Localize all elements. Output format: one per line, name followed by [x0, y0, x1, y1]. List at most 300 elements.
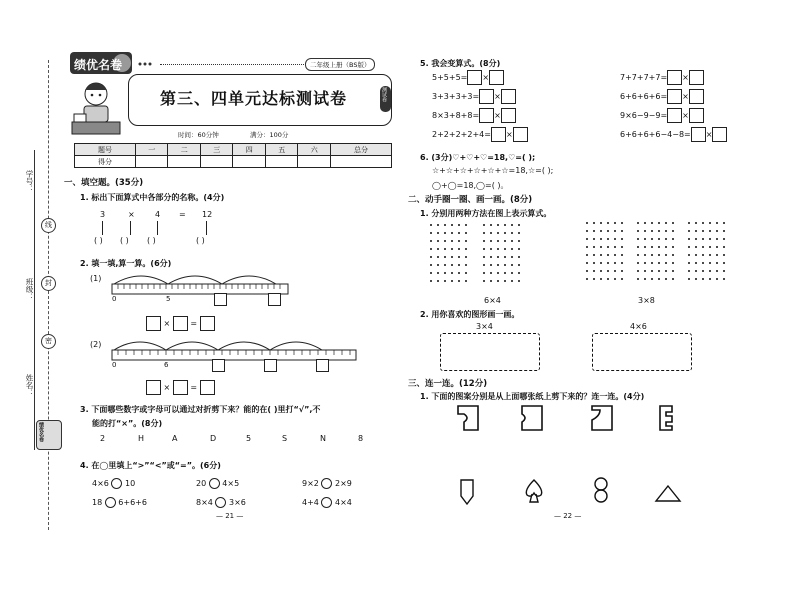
- s1-q1-expression: [94, 210, 298, 250]
- answer-box[interactable]: [667, 89, 682, 104]
- grid-dot: [716, 262, 718, 264]
- grid-dot: [593, 238, 595, 240]
- grid-dot: [600, 270, 602, 272]
- expr-token: 12: [202, 210, 213, 219]
- grid-dot: [483, 272, 485, 274]
- cut-paper-icon-1: [456, 404, 480, 432]
- grid-dot: [695, 222, 697, 224]
- grid-dot: [437, 280, 439, 282]
- pointer-line: [157, 221, 158, 235]
- score-table-row: [75, 156, 392, 168]
- grid-dot: [483, 240, 485, 242]
- full-score-text: 满分：100分: [250, 131, 289, 139]
- fold-char: 8: [358, 434, 364, 443]
- grid-dot: [723, 270, 725, 272]
- seal-mark-mi: 密: [41, 334, 56, 349]
- grid-dot: [695, 230, 697, 232]
- grid-dot: [607, 238, 609, 240]
- grid-dot: [716, 238, 718, 240]
- grid-dot: [658, 222, 660, 224]
- grid-dot: [451, 272, 453, 274]
- grid-dot: [695, 278, 697, 280]
- q5-row: 3+3+3+3= ×: [432, 89, 592, 108]
- grid-dot: [504, 256, 506, 258]
- grid-dot: [621, 270, 623, 272]
- answer-box[interactable]: [689, 89, 704, 104]
- draw-area-1[interactable]: [440, 333, 540, 371]
- name-blank[interactable]: ( ): [147, 236, 156, 245]
- grid-dot: [665, 238, 667, 240]
- grid-dot: [658, 278, 660, 280]
- grid-dot: [465, 280, 467, 282]
- answer-box[interactable]: [146, 380, 161, 395]
- grid-dot: [430, 248, 432, 250]
- grid-dot: [716, 278, 718, 280]
- grid-dot: [723, 230, 725, 232]
- fold-char: N: [320, 434, 326, 443]
- grid-dot: [497, 264, 499, 266]
- expr-token: ×: [128, 210, 135, 219]
- grid-dot: [651, 222, 653, 224]
- grid-dot: [607, 278, 609, 280]
- grid-dot: [723, 278, 725, 280]
- q6-line1: 6. (3分)♡+♡+♡=18,♡=( );: [420, 153, 536, 162]
- pencil-shape-icon: [458, 478, 476, 506]
- grid-dot: [458, 224, 460, 226]
- margin-brand-logo: 绩优名卷: [36, 420, 62, 450]
- grid-dot: [614, 254, 616, 256]
- grid-dot: [490, 272, 492, 274]
- grid-dot: [607, 254, 609, 256]
- grid-dot: [695, 254, 697, 256]
- draw-area-2[interactable]: [592, 333, 692, 371]
- q5-row: 5+5+5= ×: [432, 70, 592, 89]
- dot-grid-6x4[interactable]: [430, 224, 572, 286]
- grid-dot: [644, 238, 646, 240]
- grid-dot: [665, 222, 667, 224]
- grid-dot: [702, 262, 704, 264]
- grid-dot: [665, 246, 667, 248]
- score-col: 一: [135, 144, 168, 156]
- grid-dot: [688, 238, 690, 240]
- grid-dot: [614, 222, 616, 224]
- page-number-right: — 22 —: [554, 512, 582, 520]
- grid-dot: [658, 270, 660, 272]
- score-col: 六: [298, 144, 331, 156]
- grid-dot: [702, 270, 704, 272]
- grid-dot: [497, 272, 499, 274]
- grid-dot: [586, 246, 588, 248]
- compare-item: 9×2 2×9: [302, 479, 352, 488]
- answer-box[interactable]: [200, 380, 215, 395]
- answer-box[interactable]: [173, 316, 188, 331]
- grid-dot: [586, 222, 588, 224]
- score-cell[interactable]: [233, 156, 266, 168]
- number-line-2: [110, 336, 360, 376]
- grid-dot: [504, 272, 506, 274]
- grid-dot: [709, 278, 711, 280]
- grid-dot: [444, 256, 446, 258]
- grid-dot: [672, 278, 674, 280]
- q5-right-col: [620, 70, 790, 146]
- grid-dot: [430, 256, 432, 258]
- grid-dot: [437, 224, 439, 226]
- grid-dot: [593, 246, 595, 248]
- grid-dot: [593, 230, 595, 232]
- answer-box[interactable]: [491, 127, 506, 142]
- grid-dot: [672, 230, 674, 232]
- grid-dot: [504, 248, 506, 250]
- grid-dot: [600, 222, 602, 224]
- compare-circle[interactable]: [105, 497, 116, 508]
- grid-dot: [716, 270, 718, 272]
- grid-dot: [709, 254, 711, 256]
- answer-box[interactable]: [467, 70, 482, 85]
- grid-dot: [465, 232, 467, 234]
- grid-dot: [644, 270, 646, 272]
- grid-dot: [430, 240, 432, 242]
- name-blank[interactable]: ( ): [196, 236, 205, 245]
- answer-box[interactable]: [689, 70, 704, 85]
- grid-dot: [483, 256, 485, 258]
- grid-dot: [504, 240, 506, 242]
- seal-mark-xian: 线: [41, 218, 56, 233]
- grid-dot: [444, 264, 446, 266]
- grid-dot: [586, 254, 588, 256]
- section3-title: 三、连一连。(12分): [408, 379, 488, 389]
- grid-dot: [672, 238, 674, 240]
- score-table: [74, 143, 392, 168]
- grid-dot: [637, 270, 639, 272]
- grid-dot: [600, 230, 602, 232]
- grid-dot: [511, 264, 513, 266]
- grid-dot: [688, 222, 690, 224]
- grid-dot: [621, 254, 623, 256]
- grid-dot: [709, 246, 711, 248]
- answer-box[interactable]: [146, 316, 161, 331]
- fold-char: A: [172, 434, 178, 443]
- pointer-line: [130, 221, 131, 235]
- s1-q4-text: 4. 在◯里填上“>”“<”或“=”。(6分): [80, 461, 221, 470]
- expr-token: =: [179, 210, 186, 219]
- grid-dot: [621, 246, 623, 248]
- grid-dot: [511, 248, 513, 250]
- grid-dot: [723, 262, 725, 264]
- grid-dot: [600, 246, 602, 248]
- score-table-header: [75, 144, 392, 156]
- grid-dot: [695, 246, 697, 248]
- compare-circle[interactable]: [111, 478, 122, 489]
- grid-dot: [658, 254, 660, 256]
- grid-dot: [672, 262, 674, 264]
- grid-dot: [723, 254, 725, 256]
- grid-dot: [511, 240, 513, 242]
- answer-box[interactable]: [501, 89, 516, 104]
- grid-dot: [451, 264, 453, 266]
- grid-dot: [637, 222, 639, 224]
- grid-dot: [695, 238, 697, 240]
- score-cell[interactable]: [298, 156, 331, 168]
- eq-symbol: =: [190, 383, 198, 392]
- grid-dot: [600, 262, 602, 264]
- score-col: 四: [233, 144, 266, 156]
- grid-dot: [483, 232, 485, 234]
- grid-dot: [497, 240, 499, 242]
- grid-dot: [430, 272, 432, 274]
- grid-dot: [451, 224, 453, 226]
- s2-q2-text: 2. 用你喜欢的图形画一画。: [420, 310, 520, 319]
- compare-circle[interactable]: [321, 497, 332, 508]
- grid-dot: [458, 248, 460, 250]
- score-col: 二: [168, 144, 201, 156]
- dot-grid-3x8[interactable]: [586, 222, 786, 288]
- grid-dot: [665, 254, 667, 256]
- grid-dot: [518, 240, 520, 242]
- section2-title: 二、动手圈一圈、画一画。(8分): [408, 195, 533, 205]
- grid-dot: [702, 278, 704, 280]
- grid-dot: [709, 230, 711, 232]
- grid-dot: [688, 278, 690, 280]
- grid-dot: [593, 262, 595, 264]
- answer-box[interactable]: [479, 108, 494, 123]
- grid-dot: [637, 246, 639, 248]
- answer-box[interactable]: [691, 127, 706, 142]
- grid-dot: [458, 264, 460, 266]
- grid-dot: [688, 262, 690, 264]
- side-tag: 测试卷: [380, 86, 391, 112]
- grid-dot: [497, 256, 499, 258]
- compare-circle[interactable]: [321, 478, 332, 489]
- grid-dot: [593, 222, 595, 224]
- grid-dot: [458, 232, 460, 234]
- grid-dot: [688, 270, 690, 272]
- fold-char: H: [138, 434, 145, 443]
- grid-dot: [504, 264, 506, 266]
- grid-dot: [637, 278, 639, 280]
- grid-dot: [490, 264, 492, 266]
- grid-dot: [518, 224, 520, 226]
- grid-dot: [637, 262, 639, 264]
- eq-symbol: =: [190, 319, 198, 328]
- number-line-1-svg: [110, 270, 290, 310]
- answer-box[interactable]: [513, 127, 528, 142]
- grid-dot: [451, 240, 453, 242]
- grid-dot: [465, 248, 467, 250]
- grid-dot: [444, 248, 446, 250]
- grid-dot: [483, 280, 485, 282]
- grid-dot: [651, 270, 653, 272]
- compare-circle[interactable]: [209, 478, 220, 489]
- answer-box[interactable]: [689, 108, 704, 123]
- grid-dot: [490, 224, 492, 226]
- edition-badge: 二年级上册（BS版）: [305, 58, 375, 71]
- grid-dot: [451, 248, 453, 250]
- grid-dot: [672, 222, 674, 224]
- grid-dot: [504, 232, 506, 234]
- score-cell[interactable]: [168, 156, 201, 168]
- grid-dot: [497, 224, 499, 226]
- grid-dot: [458, 256, 460, 258]
- answer-box[interactable]: [264, 359, 277, 372]
- formula-row-2: [146, 380, 215, 395]
- answer-box[interactable]: [173, 380, 188, 395]
- answer-box[interactable]: [268, 293, 281, 306]
- compare-circle[interactable]: [215, 497, 226, 508]
- grid-dot: [465, 224, 467, 226]
- grid-dot: [688, 246, 690, 248]
- compare-item: 18 6+6+6: [92, 498, 147, 507]
- q5-row: 6+6+6+6= ×: [620, 89, 790, 108]
- grid-dot: [518, 280, 520, 282]
- grid-dot: [607, 270, 609, 272]
- grid-dot: [490, 240, 492, 242]
- grid-dot: [600, 278, 602, 280]
- q5-row: 7+7+7+7= ×: [620, 70, 790, 89]
- q6-line3: ◯+◯=18,◯=( )。: [432, 181, 509, 190]
- answer-box[interactable]: [712, 127, 727, 142]
- score-col: 题号: [75, 144, 136, 156]
- grid-dot: [709, 270, 711, 272]
- number-line-1: [110, 270, 290, 310]
- grid-caption-2: 3×8: [638, 296, 655, 305]
- compare-item: 4+4 4×4: [302, 498, 352, 507]
- formula-row-1: [146, 316, 215, 331]
- grid-dot: [614, 238, 616, 240]
- grid-dot: [709, 238, 711, 240]
- answer-box[interactable]: [316, 359, 329, 372]
- grid-dot: [444, 240, 446, 242]
- grid-dot: [593, 254, 595, 256]
- draw-caption-1: 3×4: [476, 322, 493, 331]
- page-title: 第三、四单元达标测试卷: [160, 89, 348, 108]
- q5-row: 6+6+6+6−4−8= ×: [620, 127, 790, 146]
- score-cell[interactable]: [265, 156, 298, 168]
- answer-box[interactable]: [200, 316, 215, 331]
- section1-title: 一、填空题。(35分): [64, 178, 144, 188]
- grid-dot: [658, 238, 660, 240]
- grid-dot: [672, 254, 674, 256]
- answer-box[interactable]: [214, 293, 227, 306]
- grid-dot: [614, 262, 616, 264]
- grid-dot: [702, 222, 704, 224]
- grid-dot: [665, 230, 667, 232]
- right-page: [400, 0, 800, 589]
- grid-dot: [716, 254, 718, 256]
- number-label: 学号：: [25, 170, 34, 193]
- grid-dot: [586, 230, 588, 232]
- s2-q1-text: 1. 分别用两种方法在图上表示算式。: [420, 209, 552, 218]
- brand-text: 绩优名卷: [74, 58, 123, 72]
- grid-dot: [621, 238, 623, 240]
- grid-dot: [637, 238, 639, 240]
- grid-dot: [665, 262, 667, 264]
- grid-dot: [665, 270, 667, 272]
- sub-label-1: (1): [90, 274, 102, 283]
- grid-dot: [465, 256, 467, 258]
- grid-dot: [600, 238, 602, 240]
- triangle-shape-icon: [654, 484, 682, 504]
- grid-dot: [723, 238, 725, 240]
- grid-dot: [497, 280, 499, 282]
- grid-dot: [672, 246, 674, 248]
- grid-dot: [465, 272, 467, 274]
- compare-item: 20 4×5: [196, 479, 240, 488]
- fold-char: D: [210, 434, 217, 443]
- cut-paper-icon-3: [590, 404, 614, 432]
- grid-dot: [451, 232, 453, 234]
- grid-dot: [607, 230, 609, 232]
- score-row-label: 得分: [75, 156, 136, 168]
- grid-dot: [437, 272, 439, 274]
- grid-dot: [695, 270, 697, 272]
- answer-box[interactable]: [212, 359, 225, 372]
- grid-dot: [511, 224, 513, 226]
- q5-row: 9×6−9−9= ×: [620, 108, 790, 127]
- grid-dot: [465, 264, 467, 266]
- tick-label: 0: [112, 361, 117, 369]
- grid-dot: [593, 270, 595, 272]
- answer-box[interactable]: [667, 70, 682, 85]
- grid-dot: [437, 264, 439, 266]
- sub-label-2: (2): [90, 340, 102, 349]
- grid-dot: [651, 278, 653, 280]
- tick-label: 6: [164, 361, 169, 369]
- grid-dot: [490, 280, 492, 282]
- answer-box[interactable]: [501, 108, 516, 123]
- grid-dot: [483, 224, 485, 226]
- fold-char: S: [282, 434, 288, 443]
- name-blank[interactable]: ( ): [94, 236, 103, 245]
- answer-box[interactable]: [489, 70, 504, 85]
- grid-dot: [621, 222, 623, 224]
- q5-row: 2+2+2+2+4= ×: [432, 127, 592, 146]
- student-cartoon: [68, 78, 124, 138]
- name-label: 姓名：: [25, 374, 34, 397]
- q5-row: 8×3+8+8= ×: [432, 108, 592, 127]
- grid-dot: [651, 254, 653, 256]
- name-blank[interactable]: ( ): [120, 236, 129, 245]
- grid-dot: [600, 254, 602, 256]
- grid-dot: [621, 262, 623, 264]
- grid-dot: [483, 264, 485, 266]
- grid-dot: [651, 238, 653, 240]
- pointer-line: [206, 221, 207, 235]
- grid-dot: [614, 246, 616, 248]
- grid-dot: [702, 254, 704, 256]
- figure-eight-shape-icon: [592, 476, 610, 504]
- grid-dot: [437, 248, 439, 250]
- grid-dot: [716, 246, 718, 248]
- score-cell[interactable]: [330, 156, 391, 168]
- cut-paper-icon-2: [520, 404, 544, 432]
- answer-box[interactable]: [667, 108, 682, 123]
- score-cell[interactable]: [200, 156, 233, 168]
- grid-dot: [458, 280, 460, 282]
- grid-dot: [614, 278, 616, 280]
- answer-box[interactable]: [479, 89, 494, 104]
- grid-caption-1: 6×4: [484, 296, 501, 305]
- compare-item: 4×6 10: [92, 479, 136, 488]
- s1-q3-text-2: 能的打“×”。(8分): [92, 419, 163, 428]
- grid-dot: [709, 222, 711, 224]
- grid-dot: [621, 278, 623, 280]
- grid-dot: [637, 230, 639, 232]
- grid-dot: [430, 224, 432, 226]
- score-cell[interactable]: [135, 156, 168, 168]
- grid-dot: [644, 222, 646, 224]
- grid-dot: [607, 246, 609, 248]
- grid-dot: [483, 248, 485, 250]
